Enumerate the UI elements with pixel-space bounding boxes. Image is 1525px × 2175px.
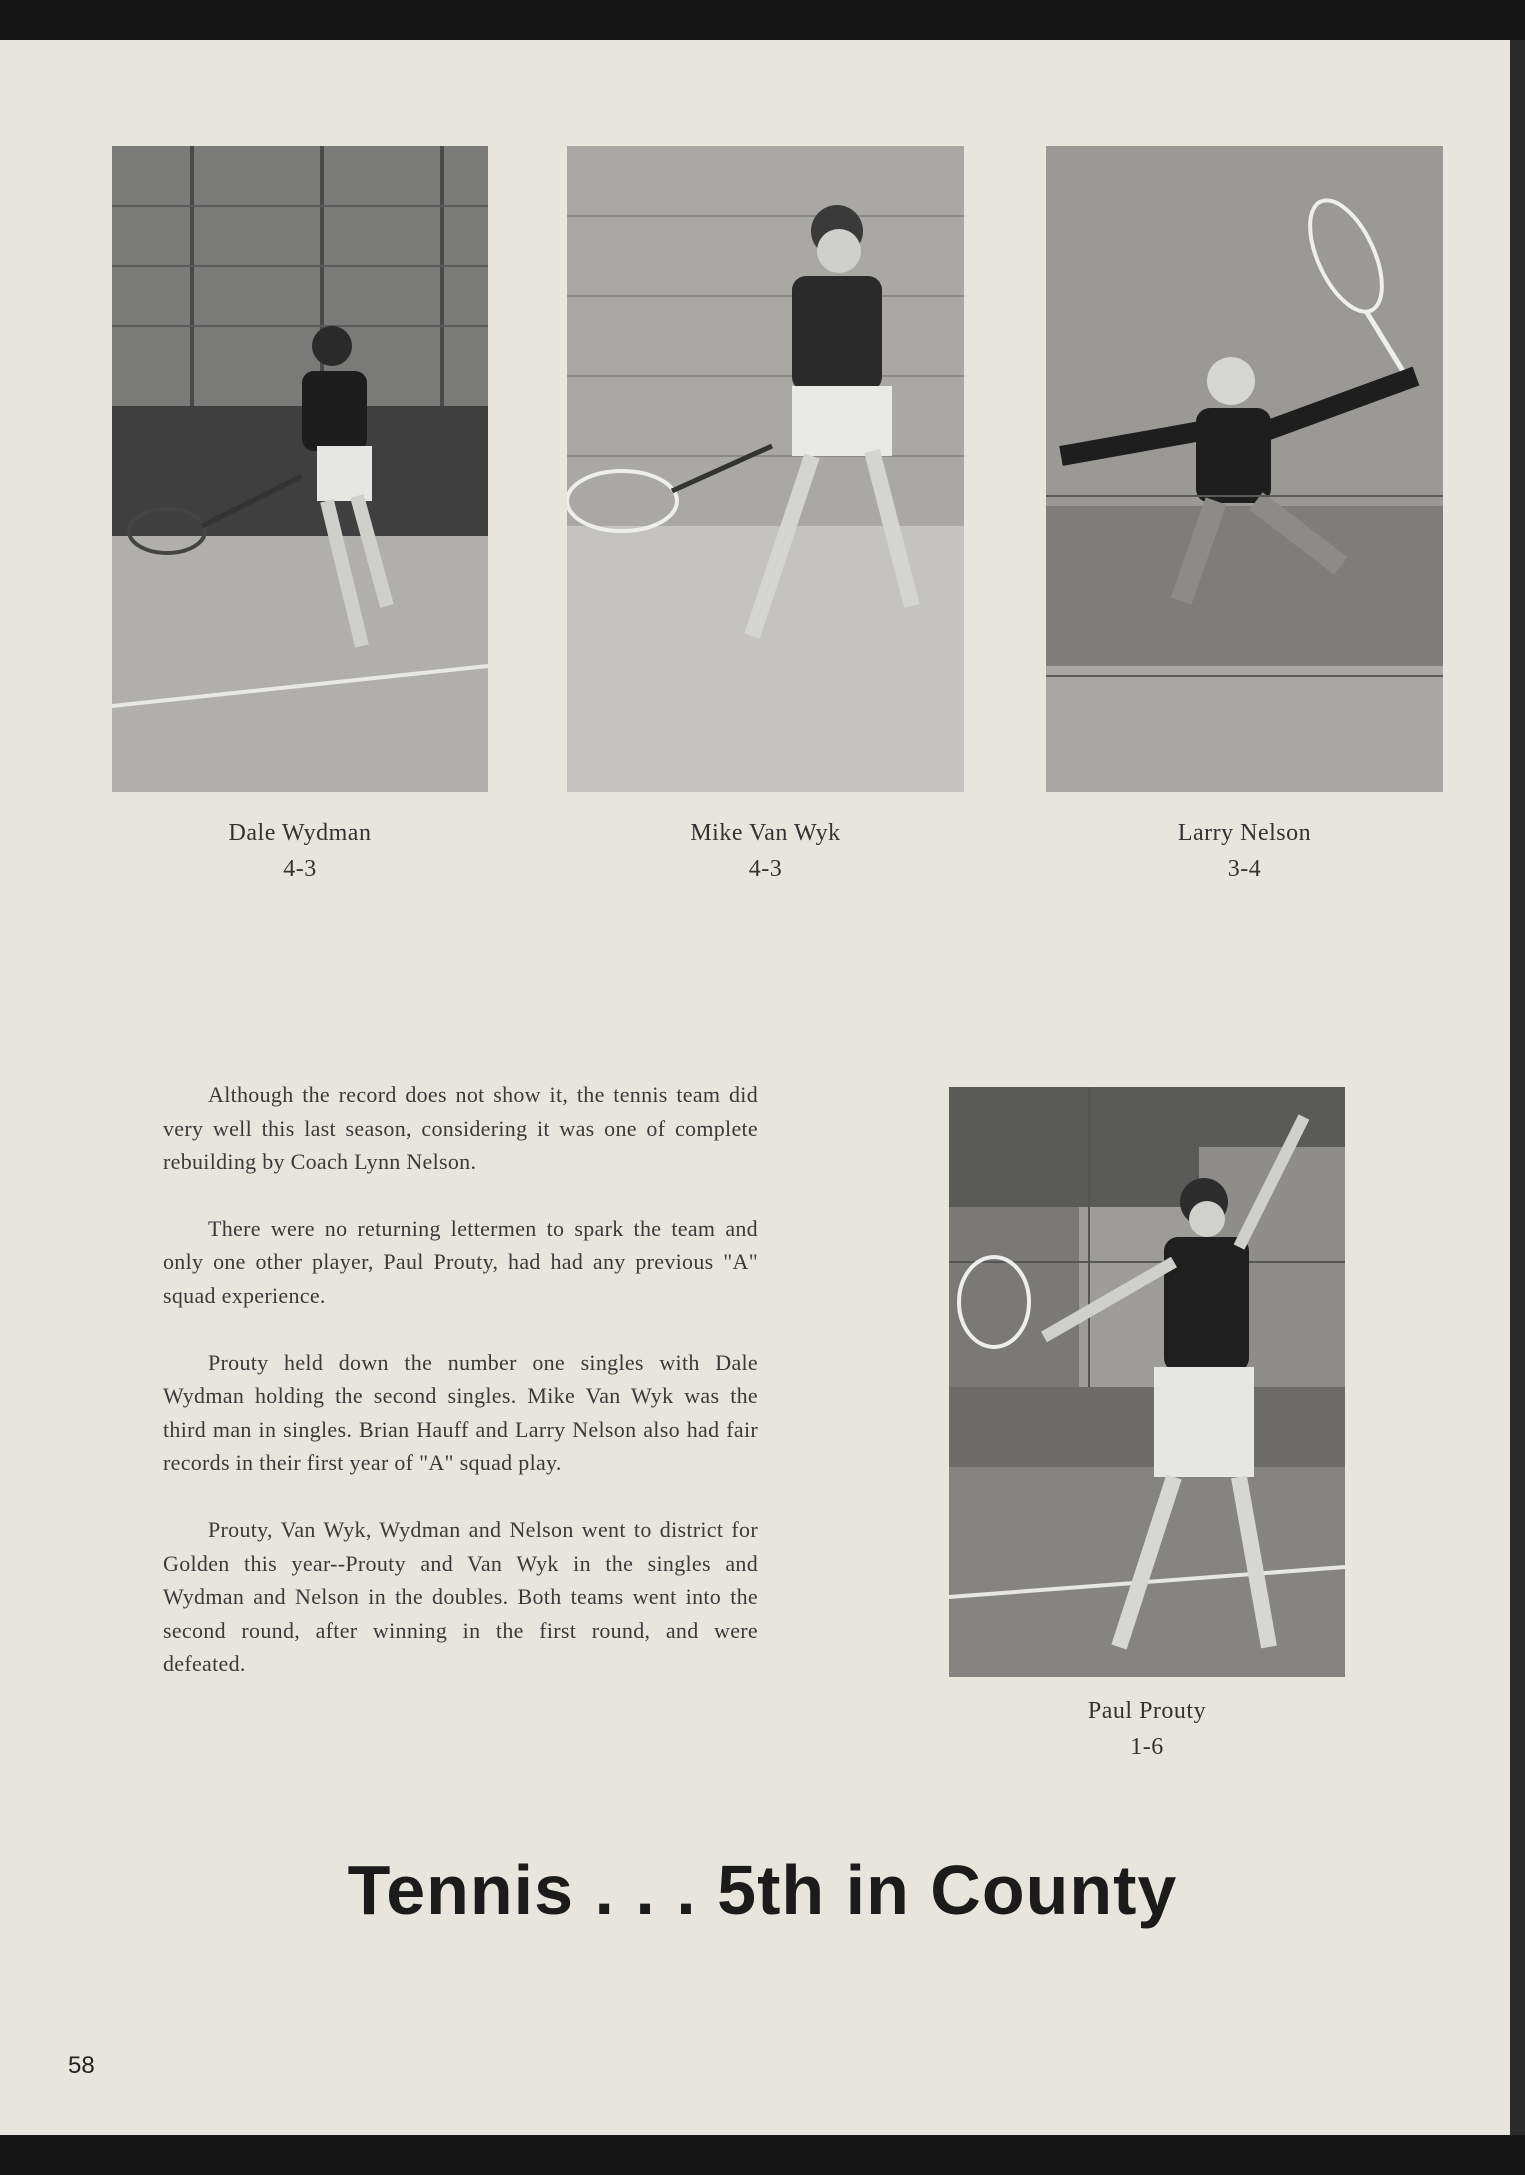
- player-record: 4-3: [748, 856, 783, 882]
- caption-paul-prouty: [949, 1693, 1345, 1765]
- page-headline: Tennis . . . 5th in County: [347, 1851, 1178, 1929]
- photo-mike-van-wyk: [567, 146, 964, 792]
- article-paragraph: Prouty held down the number one singles with Dale Wydman holding the second singles. Mike Van Wyk was the third man in singles. Brian Hauff and Larry Nelson also had fair records in their first year of "A" squad play.: [163, 1349, 758, 1476]
- player-record: 4-3: [283, 856, 317, 882]
- player-name: Dale Wydman: [228, 820, 372, 846]
- photo-paul-prouty: [949, 1087, 1345, 1677]
- article-body: [163, 1078, 758, 1714]
- scan-top-border: [0, 0, 1525, 40]
- article-paragraph: There were no returning lettermen to spark the team and only one other player, Paul Prouty, had had any previous "A" squad experience.: [163, 1215, 758, 1308]
- yearbook-page: [0, 40, 1510, 2135]
- caption-mike-van-wyk: [567, 815, 964, 887]
- player-name: Mike Van Wyk: [690, 820, 841, 846]
- page-number: 58: [68, 2052, 95, 2079]
- photo-larry-nelson: [1046, 146, 1443, 792]
- scan-bottom-border: [0, 2135, 1525, 2175]
- caption-dale-wydman: [112, 815, 488, 887]
- article-paragraph: Although the record does not show it, the tennis team did very well this last season, considering it was one of complete rebuilding by Coach Lynn Nelson.: [163, 1082, 758, 1175]
- article-paragraph: Prouty, Van Wyk, Wydman and Nelson went to district for Golden this year--Prouty and Van Wyk in the singles and Wydman and Nelson in the doubles. Both teams went into the second round, after winning in the first round, and were defeated.: [163, 1516, 758, 1677]
- player-record: 1-6: [1130, 1734, 1164, 1760]
- caption-larry-nelson: [1046, 815, 1443, 887]
- player-name: Paul Prouty: [1087, 1698, 1207, 1724]
- player-name: Larry Nelson: [1177, 820, 1312, 846]
- scan-right-edge: [1510, 40, 1525, 2135]
- photo-dale-wydman: [112, 146, 488, 792]
- player-record: 3-4: [1227, 856, 1262, 882]
